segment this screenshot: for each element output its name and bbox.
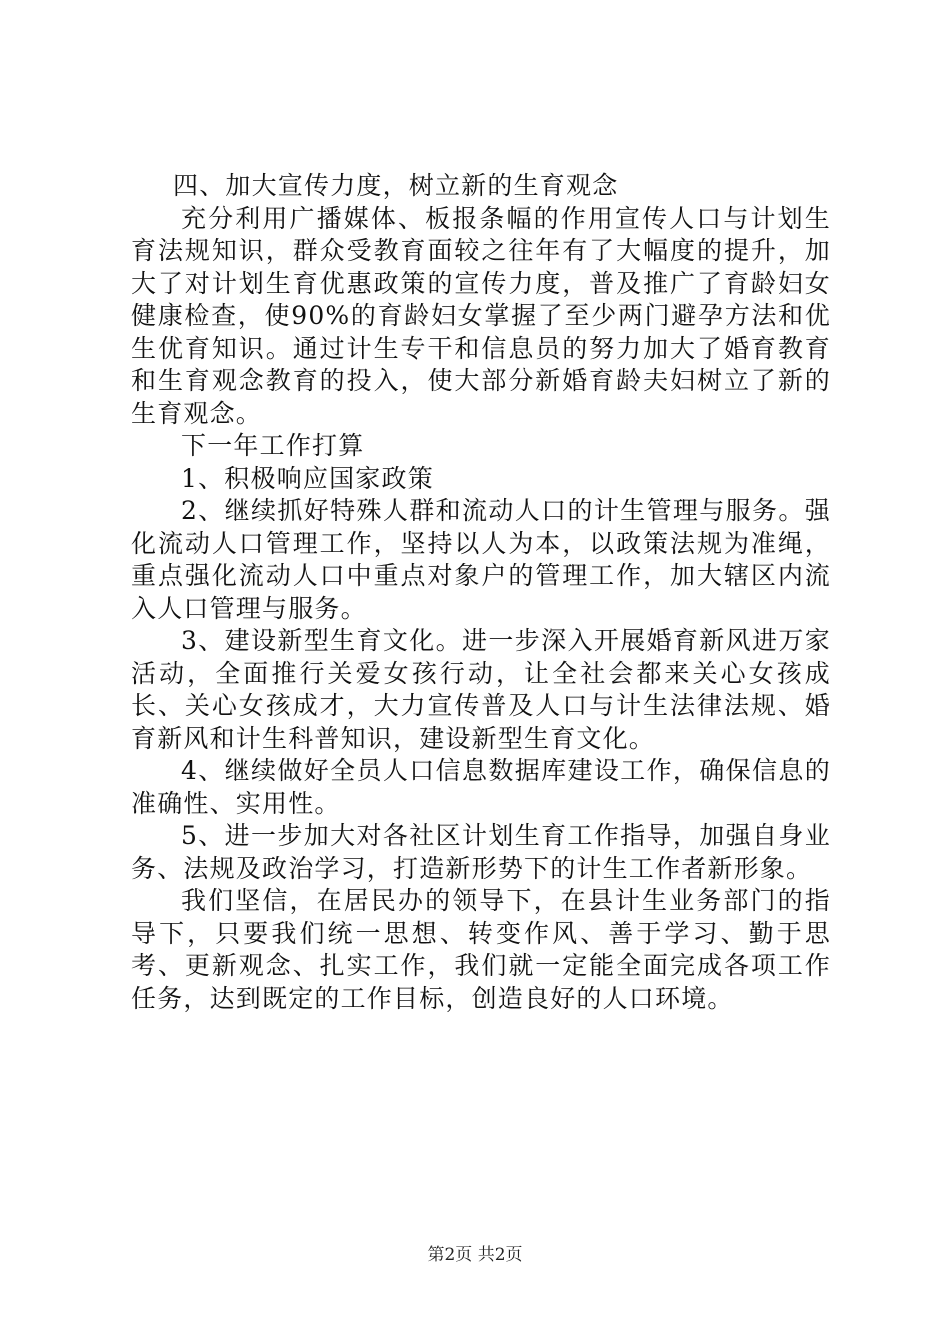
list-item-1: 1、积极响应国家政策 (181, 463, 434, 493)
document-body (131, 170, 831, 1015)
section-heading-next-year-plan: 下一年工作打算 (181, 431, 365, 460)
list-item-3: 3、建设新型生育文化。进一步深入开展婚育新风进万家活动，全面推行关爱女孩行动，让全社会都来关心女孩成长、关心女孩成才，大力宣传普及人口与计生法律法规、婚育新风和计生科普知识，建设新型生育文化。 (131, 626, 831, 753)
page-indicator: 第2页 共2页 (427, 1245, 523, 1265)
paragraph-conclusion: 我们坚信，在居民办的领导下，在县计生业务部门的指导下，只要我们统一思想、转变作风、善于学习、勤于思考、更新观念、扎实工作，我们就一定能全面完成各项工作任务，达到既定的工作目标，创造良好的人口环境。 (131, 886, 831, 1013)
list-item-4: 4、继续做好全员人口信息数据库建设工作，确保信息的准确性、实用性。 (131, 756, 831, 818)
page-footer (0, 1244, 950, 1266)
list-item-2: 2、继续抓好特殊人群和流动人口的计生管理与服务。强化流动人口管理工作，坚持以人为本，以政策法规为准绳，重点强化流动人口中重点对象户的管理工作，加大辖区内流入人口管理与服务。 (131, 496, 831, 623)
section-heading-publicity: 四、加大宣传力度，树立新的生育观念 (173, 171, 619, 200)
list-item-5: 5、进一步加大对各社区计划生育工作指导，加强自身业务、法规及政治学习，打造新形势下的计生工作者新形象。 (131, 821, 831, 883)
paragraph-publicity-details: 充分利用广播媒体、板报条幅的作用宣传人口与计划生育法规知识，群众受教育面较之往年有了大幅度的提升，加大了对计划生育优惠政策的宣传力度，普及推广了育龄妇女健康检查，使90%的育龄妇女掌握了至少两门避孕方法和优生优育知识。通过计生专干和信息员的努力加大了婚育教育和生育观念教育的投入，使大部分新婚育龄夫妇树立了新的生育观念。 (131, 203, 831, 428)
